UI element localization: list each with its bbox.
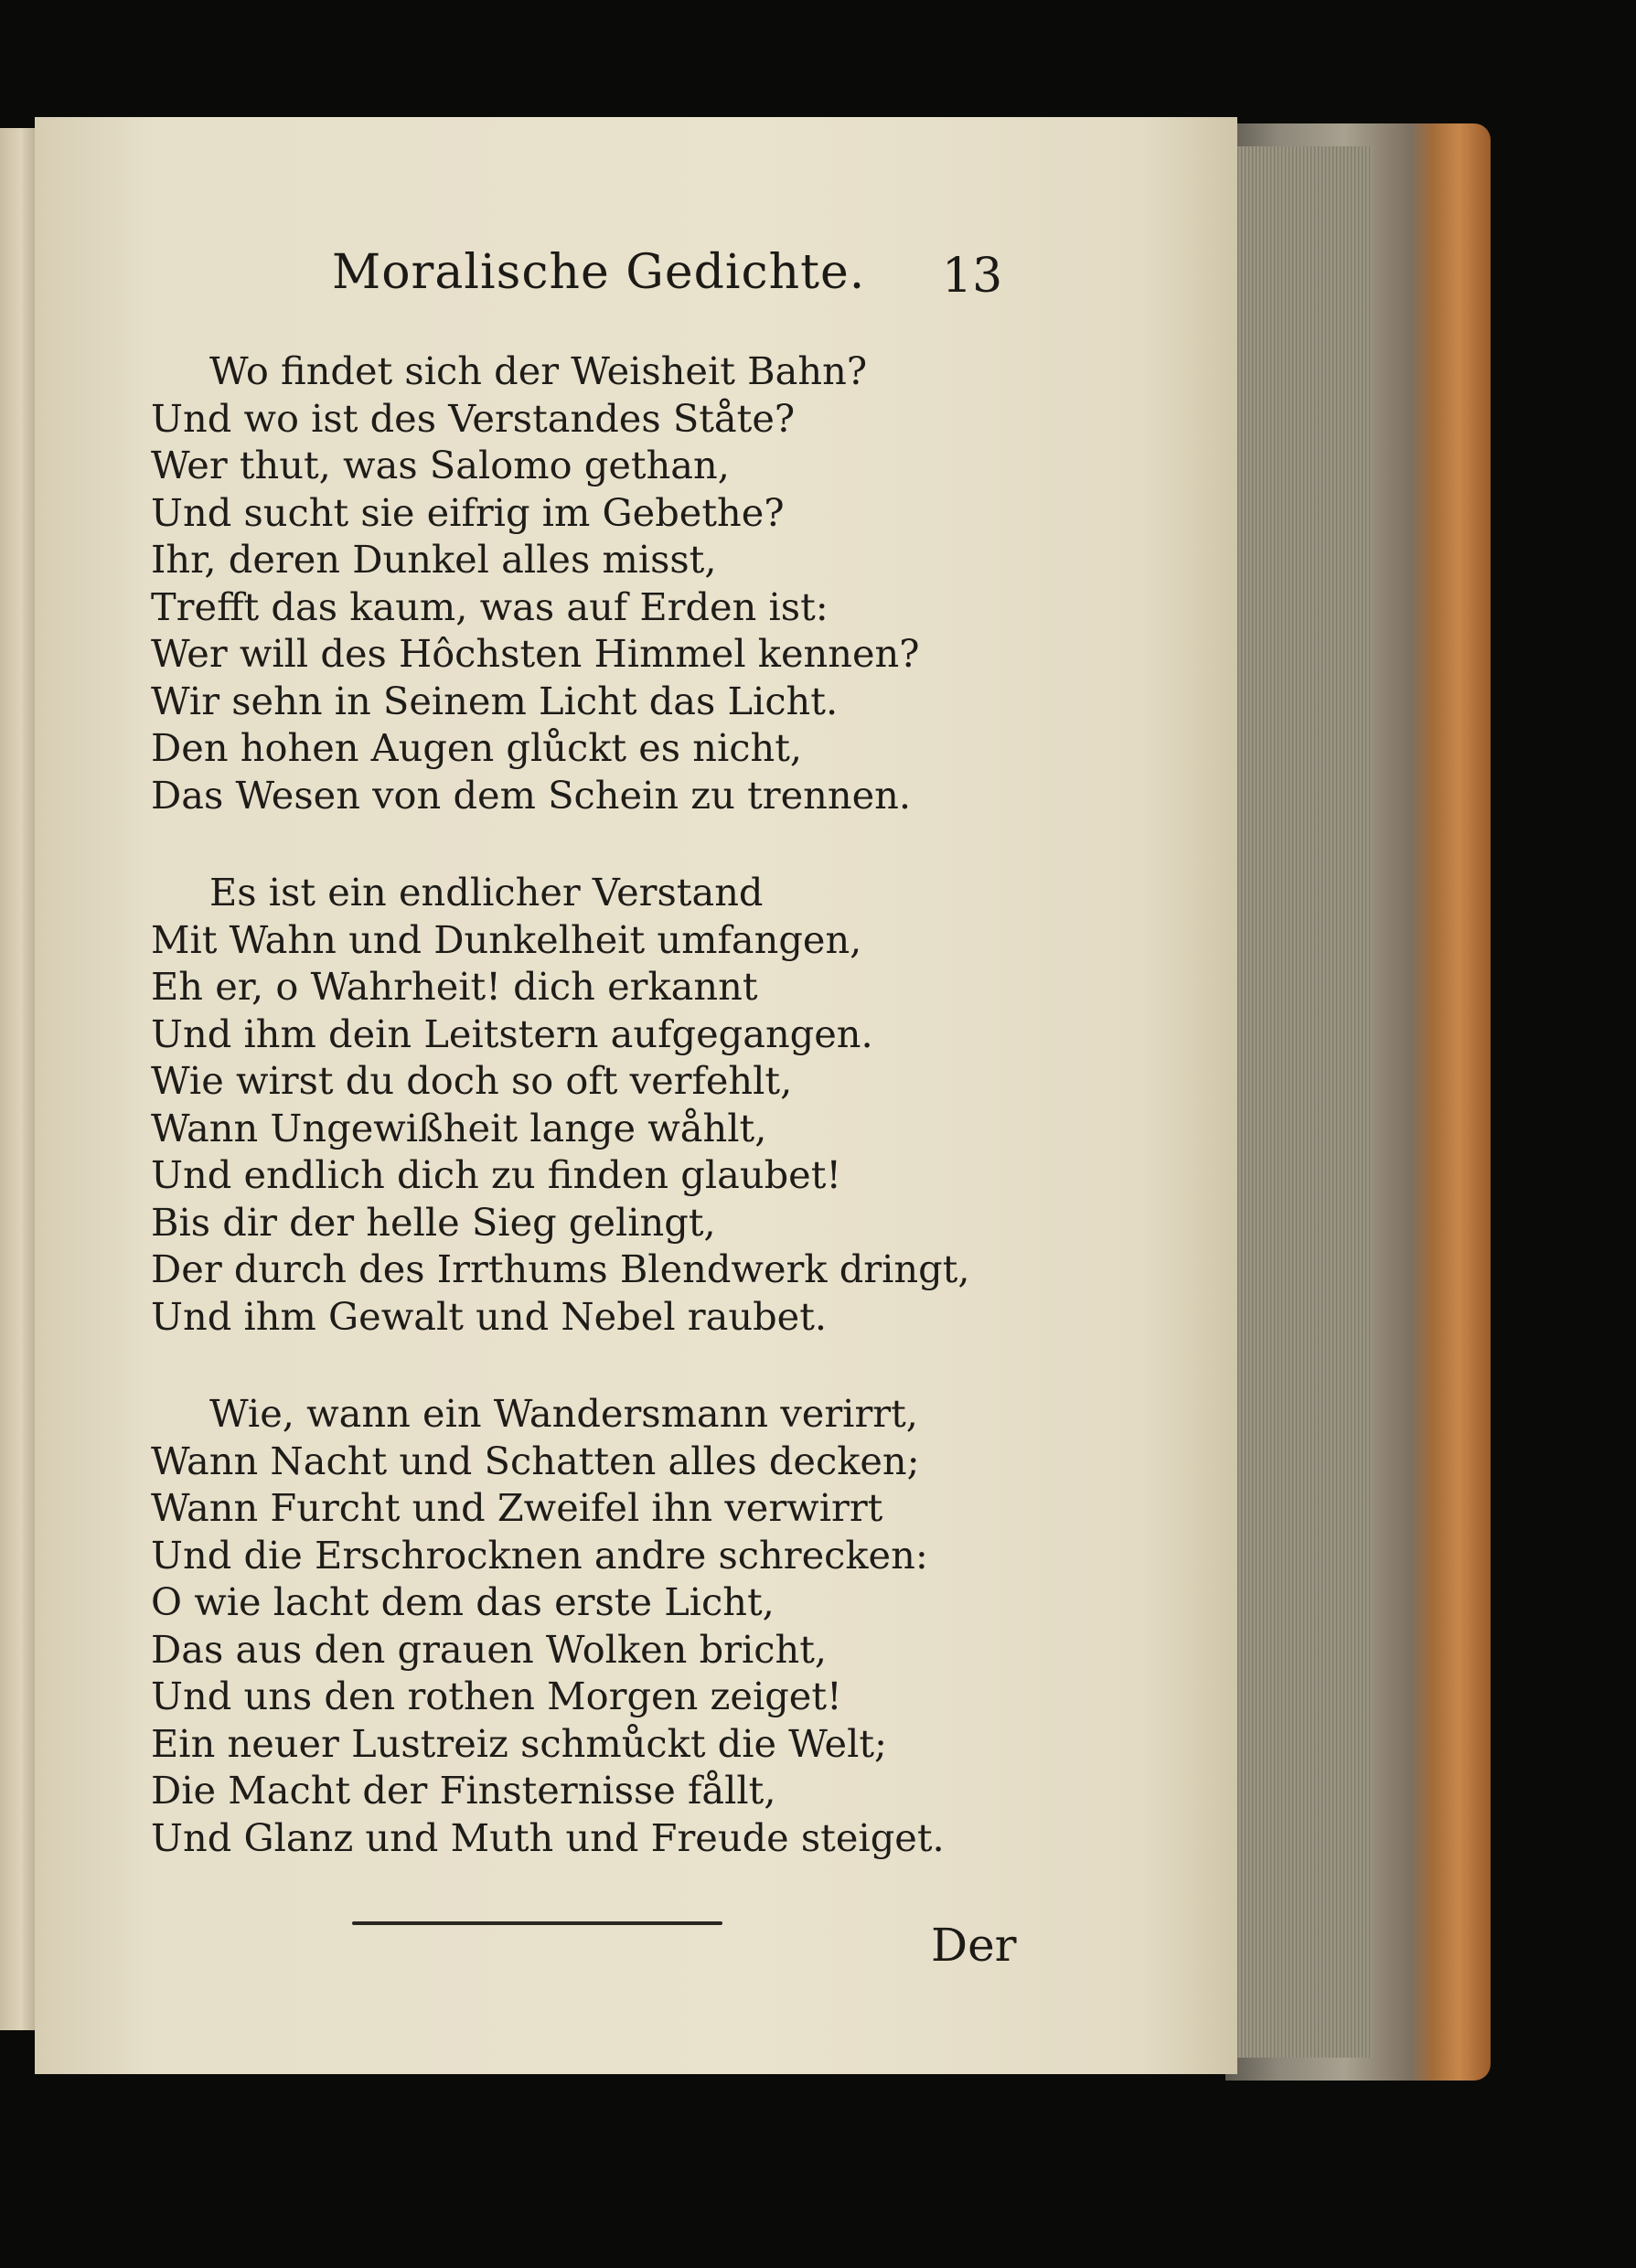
running-header: Moralische Gedichte. (332, 245, 866, 300)
verse-line: Wir sehn in Seinem Licht das Licht. (151, 678, 839, 723)
verse-line: Die Macht der Finsternisse fållt, (151, 1768, 776, 1813)
verse-line: Und endlich dich zu finden glaubet! (151, 1152, 842, 1197)
stanza-2 (151, 869, 970, 1340)
verse-line: Und sucht sie eifrig im Gebethe? (151, 489, 785, 535)
stanza-1 (151, 348, 920, 818)
verse-line: Wo findet sich der Weisheit Bahn? (209, 348, 868, 393)
verse-line: Und wo ist des Verstandes Ståte? (151, 395, 796, 441)
verse-line: Und Glanz und Muth und Freude steiget. (151, 1814, 945, 1860)
verse-line: Und die Erschrocknen andre schrecken: (151, 1532, 928, 1578)
page-number: 13 (942, 249, 1003, 304)
verse-line: Wann Ungewißheit lange wåhlt, (151, 1105, 767, 1150)
verse-line: Und ihm dein Leitstern aufgegangen. (151, 1011, 873, 1056)
verse-line: Das aus den grauen Wolken bricht, (151, 1626, 828, 1672)
verse-line: Mit Wahn und Dunkelheit umfangen, (151, 916, 862, 962)
verse-line: Das Wesen von dem Schein zu trennen. (151, 772, 912, 818)
verse-line: Ein neuer Lustreiz schmůckt die Welt; (151, 1720, 888, 1766)
footer-rule (352, 1921, 722, 1925)
verse-line: Wie, wann ein Wandersmann verirrt, (209, 1391, 918, 1436)
verse-line: Wie wirst du doch so oft verfehlt, (151, 1058, 793, 1103)
verse-line: Und uns den rothen Morgen zeiget! (151, 1674, 842, 1718)
catchword: Der (931, 1919, 1017, 1972)
verse-line: Und ihm Gewalt und Nebel raubet. (151, 1293, 828, 1339)
verse-line: Es ist ein endlicher Verstand (209, 870, 764, 915)
verse-line: Der durch des Irrthums Blendwerk dringt, (151, 1246, 970, 1291)
verse-line: Wer will des Hôchsten Himmel kennen? (151, 631, 920, 676)
verse-line: Den hohen Augen glůckt es nicht, (151, 725, 803, 770)
verse-line: Eh er, o Wahrheit! dich erkannt (151, 964, 758, 1009)
stanza-3 (151, 1390, 945, 1861)
verse-line: Wann Nacht und Schatten alles decken; (151, 1438, 920, 1483)
previous-page-edge (0, 128, 35, 2030)
verse-line: Trefft das kaum, was auf Erden ist: (151, 583, 829, 629)
verse-line: Wann Furcht und Zweifel ihn verwirrt (151, 1485, 883, 1530)
verse-line: O wie lacht dem das erste Licht, (151, 1579, 775, 1624)
verse-line: Wer thut, was Salomo gethan, (151, 443, 730, 487)
page-stack (1235, 146, 1372, 2058)
verse-line: Ihr, deren Dunkel alles misst, (151, 537, 717, 582)
verse-line: Bis dir der helle Sieg gelingt, (151, 1199, 716, 1245)
